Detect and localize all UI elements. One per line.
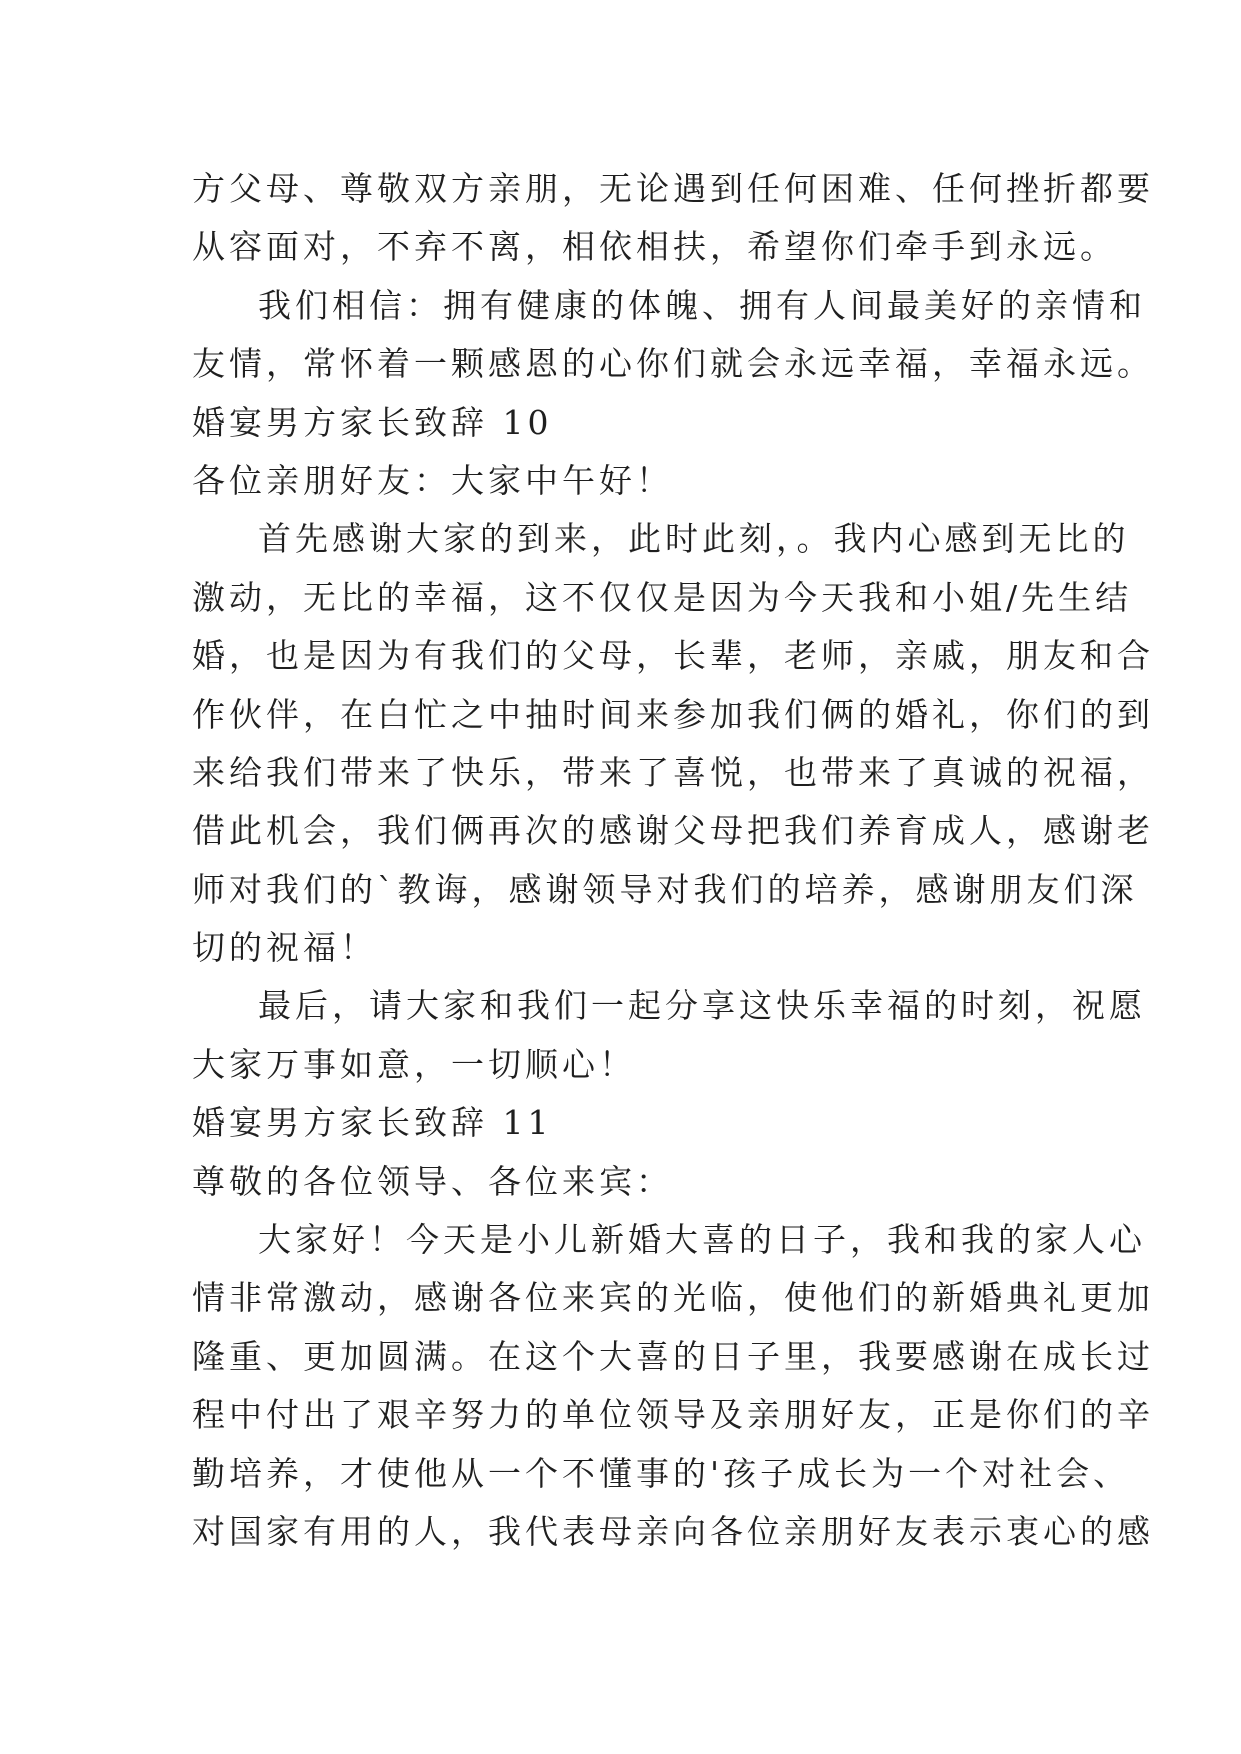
text-line: 最后，请大家和我们一起分享这快乐幸福的时刻，祝愿 [258,986,1146,1026]
text-line: 友情，常怀着一颗感恩的心你们就会永远幸福，幸福永远。 [192,344,1154,384]
text-line: 来给我们带来了快乐，带来了喜悦，也带来了真诚的祝福， [192,752,1154,792]
salutation: 尊敬的各位领导、各位来宾： [192,1161,673,1201]
text-line: 方父母、尊敬双方亲朋，无论遇到任何困难、任何挫折都要 [192,169,1154,208]
text-line: 从容面对，不弃不离，相依相扶，希望你们牵手到永远。 [192,227,1117,267]
text-line: 勤培养，才使他从一个不懂事的'孩子成长为一个对社会、 [192,1453,1131,1493]
text-line: 作伙伴，在白忙之中抽时间来参加我们俩的婚礼，你们的到 [192,694,1154,734]
text-line: 借此机会，我们俩再次的感谢父母把我们养育成人，感谢老 [192,811,1154,851]
text-line: 大家万事如意，一切顺心！ [192,1044,636,1084]
text-line: 切的祝福！ [192,928,377,968]
section-heading: 婚宴男方家长致辞 11 [192,1103,553,1143]
text-line: 对国家有用的人，我代表母亲向各位亲朋好友表示衷心的感 [192,1511,1154,1551]
section-heading: 婚宴男方家长致辞 10 [192,402,553,442]
document-body [192,160,1154,1561]
text-line: 我们相信：拥有健康的体魄、拥有人间最美好的亲情和 [258,285,1146,325]
text-line: 婚，也是因为有我们的父母，长辈，老师，亲戚，朋友和合 [192,636,1154,676]
text-line: 激动，无比的幸福，这不仅仅是因为今天我和小姐/先生结 [192,577,1133,617]
salutation: 各位亲朋好友：大家中午好！ [192,460,673,500]
text-line: 首先感谢大家的到来，此时此刻，。我内心感到无比的 [258,519,1130,559]
text-line: 师对我们的`教诲，感谢领导对我们的培养，感谢朋友们深 [192,869,1138,909]
text-line: 程中付出了艰辛努力的单位领导及亲朋好友，正是你们的辛 [192,1395,1154,1435]
text-line: 隆重、更加圆满。在这个大喜的日子里，我要感谢在成长过 [192,1336,1154,1376]
text-line: 情非常激动，感谢各位来宾的光临，使他们的新婚典礼更加 [192,1278,1154,1318]
text-line: 大家好！今天是小儿新婚大喜的日子，我和我的家人心 [258,1220,1146,1260]
